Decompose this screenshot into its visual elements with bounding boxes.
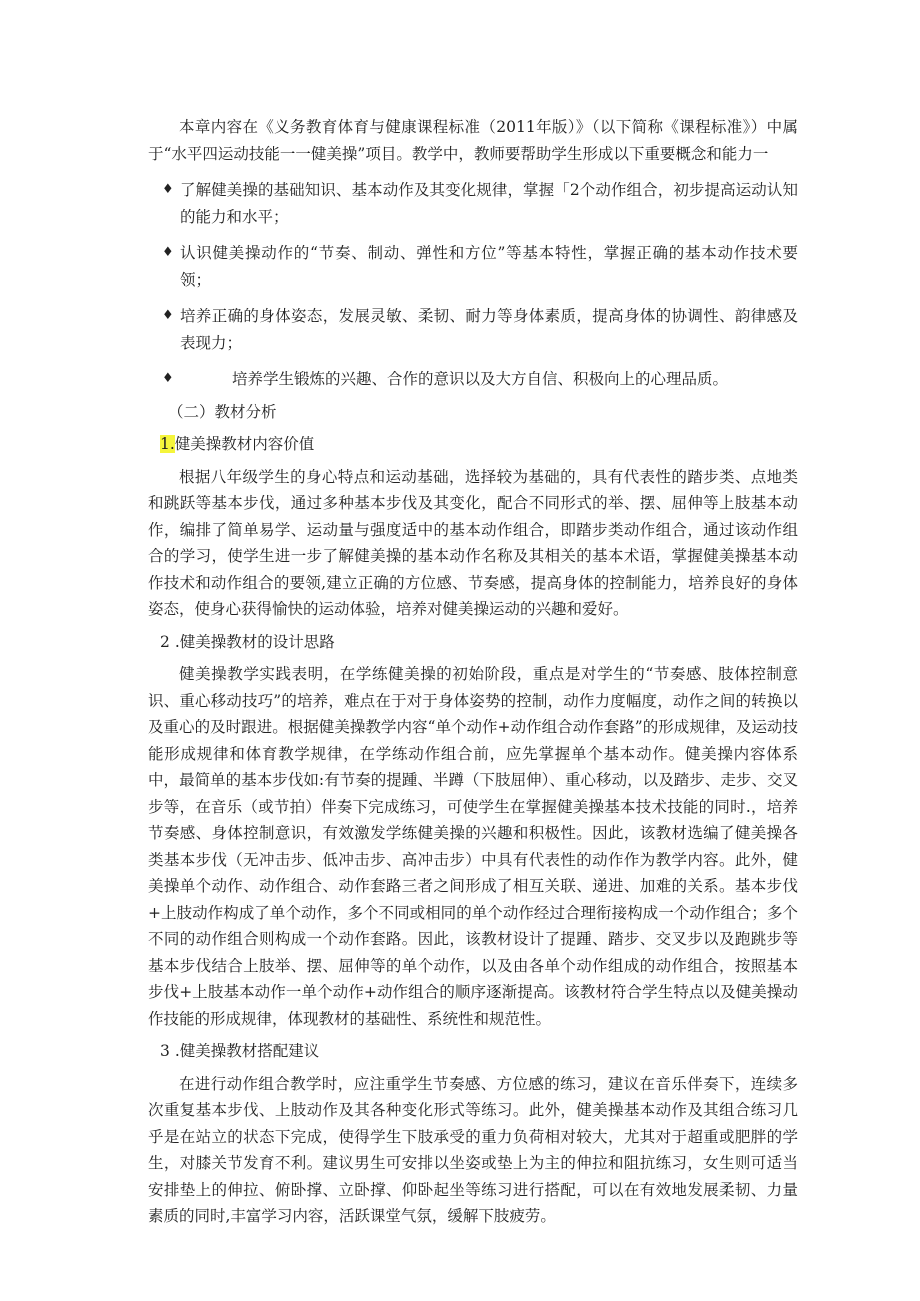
subsection-number-highlight: 1. — [160, 435, 175, 453]
subsection-body: 在进行动作组合教学时，应注重学生节奏感、方位感的练习，建议在音乐伴奏下，连续多次重复基本步伐、上肢动作及其各种变化形式等练习。此外，健美操基本动作及其组合练习几乎是在站立的状态下完成，使得学生下肢承受的重力负荷相对较大，尤其对于超重或肥胖的学生，对膝关节发育不利。建议男生可安排以坐姿或垫上为主的伸拉和阻抗练习，女生则可适当安排垫上的伸拉、俯卧撑、立卧撑、仰卧起坐等练习进行搭配，可以在有效地发展柔韧、力量素质的同时,丰富学习内容，活跃课堂气氛，缓解下肢疲劳。 — [148, 1074, 798, 1225]
bullet-item — [148, 240, 798, 293]
diamond-bullet-icon: ♦ — [162, 308, 174, 323]
subsection-body: 根据八年级学生的身心特点和运动基础，选择较为基础的，具有代表性的踏步类、点地类和跳跃等基本步伐，通过多种基本步伐及其变化，配合不同形式的举、摆、屈伸等上肢基本动作，编排了简单易学、运动量与强度适中的基本动作组合，即踏步类动作组合，通过该动作组合的学习，使学生进一步了解健美操的基本动作名称及其相关的基本术语，掌握健美操基本动作技术和动作组合的要领,建立正确的方位感、节奏感，提高身体的控制能力，培养良好的身体姿态，使身心获得愉快的运动体验，培养对健美操运动的兴趣和爱好。 — [148, 467, 798, 618]
subsection-title — [148, 431, 798, 458]
subsection-title — [148, 1038, 798, 1065]
subsection-title — [148, 629, 798, 656]
section-heading: （二）教材分析 — [168, 402, 277, 421]
bullet-text: 培养学生锻炼的兴趣、合作的意识以及大方自信、积极向上的心理品质。 — [232, 370, 729, 388]
diamond-bullet-icon: ♦ — [162, 245, 174, 260]
subsection-title-text: .健美操教材的设计思路 — [174, 632, 335, 651]
bullet-item — [148, 177, 798, 230]
bullet-text: 了解健美操的基础知识、基本动作及其变化规律，掌握「2个动作组合，初步提高运动认知的能力和水平； — [180, 181, 798, 226]
subsection-title-text: 健美操教材内容价值 — [174, 435, 315, 453]
subsection-body: 健美操教学实践表明，在学练健美操的初始阶段，重点是对学生的“节奏感、肢体控制意识、重心移动技巧”的培养，难点在于对于身体姿势的控制，动作力度幅度，动作之间的转换以及重心的及时跟进。根据健美操教学内容“单个动作+动作组合动作套路”的形成规律，及运动技能形成规律和体育教学规律，在学练动作组合前，应先掌握单个基本动作。健美操内容体系中，最简单的基本步伐如:有节奏的提踵、半蹲（下肢屈伸）、重心移动，以及踏步、走步、交叉步等，在音乐（或节拍）伴奏下完成练习，可使学生在掌握健美操基本技术技能的同时.，培养节奏感、身体控制意识，有效激发学练健美操的兴趣和积极性。因此，该教材选编了健美操各类基本步伐（无冲击步、低冲击步、高冲击步）中具有代表性的动作作为教学内容。此外，健美操单个动作、动作组合、动作套路三者之间形成了相互关联、递进、加难的关系。基本步伐+上肢动作构成了单个动作，多个不同或相同的单个动作经过合理衔接构成一个动作组合；多个不同的动作组合则构成一个动作套路。因此，该教材设计了提踵、踏步、交叉步以及跑跳步等基本步伐结合上肢举、摆、屈伸等的单个动作，以及由各单个动作组成的动作组合，按照基本步伐+上肢基本动作一单个动作+动作组合的顺序逐渐提高。该教材符合学生特点以及健美操动作技能的形成规律，体现教材的基础性、系统性和规范性。 — [148, 665, 798, 1028]
diamond-bullet-icon: ♦ — [162, 182, 174, 197]
bullet-item — [148, 366, 798, 393]
document-body — [148, 114, 798, 1230]
bullet-text: 培养正确的身体姿态，发展灵敏、柔韧、耐力等身体素质，提高身体的协调性、韵律感及表现力； — [180, 307, 798, 352]
intro-paragraph: 本章内容在《义务教育体育与健康课程标准（2011年版）》（以下简称《课程标准》）中属于“水平四运动技能一一健美操”项目。教学中，教师要帮助学生形成以下重要概念和能力一 — [148, 118, 798, 163]
bullet-text: 认识健美操动作的“节奏、制动、弹性和方位”等基本特性，掌握正确的基本动作技术要领； — [180, 244, 798, 289]
subsection-number: 3 — [160, 1042, 170, 1060]
bullet-item — [148, 303, 798, 356]
subsection-number: 2 — [160, 632, 170, 651]
subsection-title-text: .健美操教材搭配建议 — [174, 1042, 320, 1060]
diamond-bullet-icon: ♦ — [162, 371, 174, 386]
